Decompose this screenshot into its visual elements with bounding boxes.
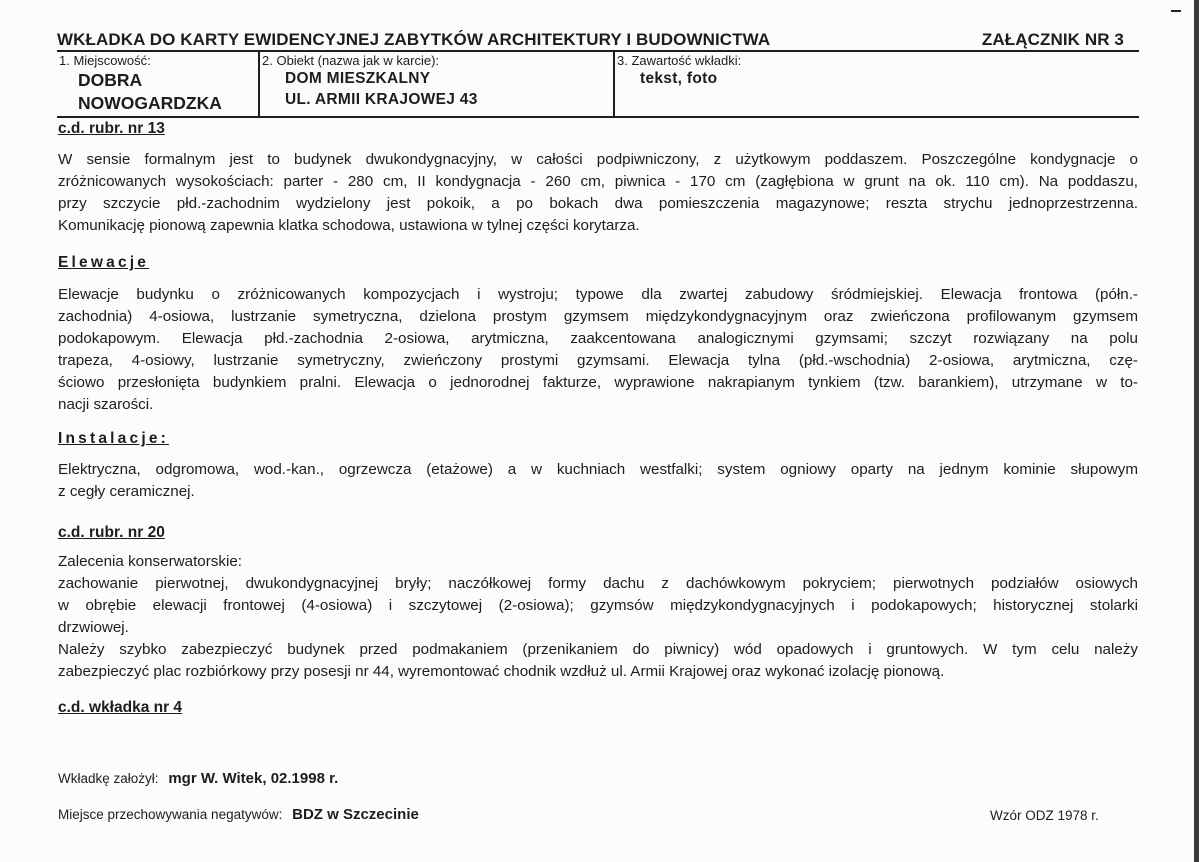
paragraph-line: Elewacje budynku o zróżnicowanych kompozycjach i wystroju; typowe dla zwartej zabudowy śródmiejskiej. Elewacja frontowa (półn.-: [58, 286, 1138, 303]
paragraph-line: trapeza, 4-osiowy, lustrzanie symetryczny, zwieńczony prostymi gzymsami. Elewacja tylna (płd.-wschodnia) 2-osiowa, arytmiczna, czę-: [58, 352, 1138, 369]
paragraph-line: podokapowym. Elewacja płd.-zachodnia 2-osiowa, arytmiczna, zaakcentowana analogicznymi gzymsami; szczyt rozwiązany na polu: [58, 330, 1138, 347]
rubr20-paragraph: [58, 573, 1138, 683]
storage-value: BDZ w Szczecinie: [292, 806, 419, 823]
paragraph-line: przy szczycie płd.-zachodnim wydzielony jest pokoik, a po bokach dwa pomieszczenia magazynowe; reszta strychu jednoprzestrzenna.: [58, 195, 1138, 212]
author-label: Wkładkę założył:: [58, 771, 159, 786]
rubr13-heading: c.d. rubr. nr 13: [58, 120, 165, 137]
location-line-1: DOBRA: [78, 70, 143, 90]
paragraph-line: Elektryczna, odgromowa, wod.-kan., ogrzewcza (etażowe) a w kuchniach westfalki; system ogniowy oparty na jednym kominie słupowym: [58, 461, 1138, 478]
storage-line: [58, 806, 419, 823]
paragraph-line: zachowanie pierwotnej, dwukondygnacyjnej bryły; naczółkowej formy dachu z dachówkowym pokryciem; pierwotnych podziałów osiowych: [58, 575, 1138, 592]
document-title: WKŁADKA DO KARTY EWIDENCYJNEJ ZABYTKÓW ARCHITEKTURY I BUDOWNICTWA: [57, 30, 771, 49]
scan-edge: [1194, 0, 1199, 862]
paragraph-line: zachodnia) 4-osiowa, lustrzanie symetryczna, dzielona prostym gzymsem międzykondygnacyjnym oraz zwieńczona profilowanym gzymsem: [58, 308, 1138, 325]
installations-paragraph: [58, 459, 1138, 503]
paragraph-line: zróżnicowanych wysokościach: parter - 280 cm, II kondygnacja - 260 cm, piwnica - 170 cm (zagłębiona w grunt na ok. 110 cm). Na poddaszu,: [58, 173, 1138, 190]
paragraph-line: zabezpieczyć plac rozbiórkowy przy posesji nr 44, wyremontować chodnik wzdłuż ul. Armii Krajowej oraz wykonać izolację pionową.: [58, 663, 945, 680]
location-line-2: NOWOGARDZKA: [78, 93, 222, 113]
column-divider-1: [258, 51, 260, 117]
attachment-number: ZAŁĄCZNIK NR 3: [981, 30, 1124, 49]
rubr20-heading: c.d. rubr. nr 20: [58, 524, 165, 541]
paragraph-line: z cegły ceramicznej.: [58, 483, 195, 500]
header-rule: [57, 50, 1139, 52]
paragraph-line: ściowo przesłonięta budynkiem pralni. Elewacja o jednorodnej fakturze, wyprawione nakrapianym tynkiem (tzw. barankiem), utrzymane w to-: [58, 374, 1138, 391]
storage-label: Miejsce przechowywania negatywów:: [58, 807, 283, 822]
paragraph-line: nacji szarości.: [58, 396, 154, 413]
elevations-heading: Elewacje: [58, 254, 150, 271]
paragraph-line: drzwiowej.: [58, 619, 129, 636]
paragraph-line: w obrębie elewacji frontowej (4-osiowa) i szczytowej (2-osiowa); gzymsów międzykondygnacyjnych i podokapowych; historycznej stolarki: [58, 597, 1138, 614]
insert4-heading: c.d. wkładka nr 4: [58, 699, 183, 716]
location-label: 1. Miejscowość:: [59, 53, 151, 68]
paragraph-line: Komunikację pionową zapewnia klatka schodowa, ustawiona w tylnej części korytarza.: [58, 217, 640, 234]
scan-mark: [1171, 10, 1181, 12]
object-line-1: DOM MIESZKALNY: [285, 70, 431, 87]
table-bottom-rule: [57, 116, 1139, 118]
object-label: 2. Obiekt (nazwa jak w karcie):: [262, 53, 440, 68]
form-reference: Wzór ODZ 1978 r.: [990, 808, 1099, 823]
rubr20-intro: Zalecenia konserwatorskie:: [58, 553, 243, 570]
rubr13-paragraph: [58, 149, 1138, 237]
column-divider-2: [613, 51, 615, 117]
paragraph-line: Należy szybko zabezpieczyć budynek przed podmakaniem (przenikaniem do piwnicy) wód opadowych i gruntowych. W tym celu należy: [58, 641, 1138, 658]
paragraph-line: W sensie formalnym jest to budynek dwukondygnacyjny, w całości podpiwniczony, z użytkowym poddaszem. Poszczególne kondygnacje o: [58, 151, 1138, 168]
author-line: [58, 770, 338, 787]
installations-heading: Instalacje:: [58, 430, 170, 447]
content-value: tekst, foto: [640, 70, 718, 87]
content-label: 3. Zawartość wkładki:: [617, 53, 742, 68]
elevations-paragraph: [58, 284, 1138, 416]
author-value: mgr W. Witek, 02.1998 r.: [168, 770, 339, 787]
object-line-2: UL. ARMII KRAJOWEJ 43: [285, 91, 478, 108]
